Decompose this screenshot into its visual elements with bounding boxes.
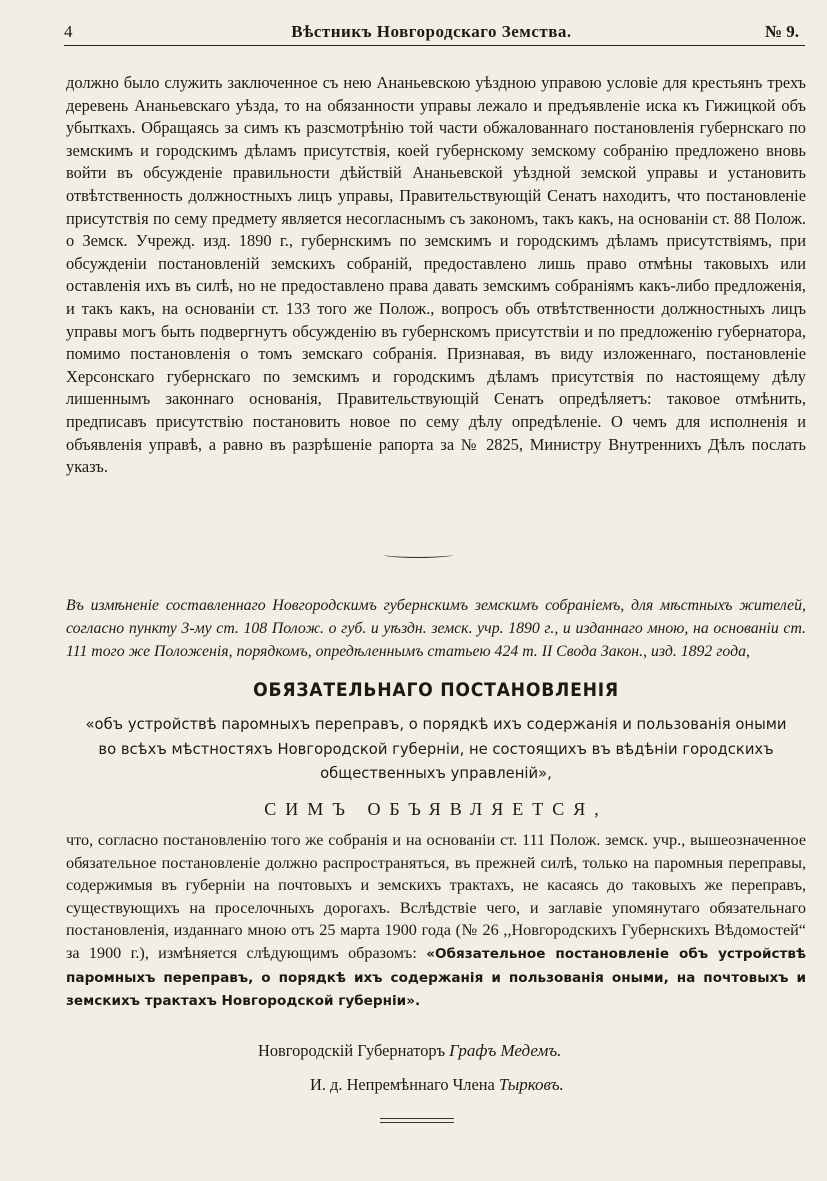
decree-intro: Въ измѣненіе составленнаго Новгородскимъ губернскимъ земскимъ собраніемъ, для мѣстныхъ жителей, согласно пункту 3-му ст. 108 Полож. о губ. и уѣздн. земск. учр. 1890 г., и изданнаго мною, на основаніи ст. 111 того же Положенія, порядкомъ, опредѣленнымъ статьею 424 т. II Свода Закон., изд. 1892 года,	[66, 597, 806, 660]
announcement-text	[66, 829, 806, 1013]
section-divider-ornament	[383, 551, 453, 558]
signature-member-name: Тырковъ.	[498, 1075, 564, 1094]
signature-governor-title: Новгородскій Губернаторъ	[258, 1041, 446, 1060]
signature-member-title: И. д. Непремѣннаго Члена	[310, 1075, 495, 1094]
end-rule-upper	[380, 1118, 454, 1119]
announcement-body: что, согласно постановленію того же собранія и на основаніи ст. 111 Полож. земск. учр., вышеозначенное обязательное постановленіе должно распространяться, въ прежней силѣ, только на паромныя переправы, содержимыя въ губерніи на почтовыхъ и земскихъ трактахъ, не касаясь до таковыхъ же переправъ, существующихъ на проселочныхъ дорогахъ. Вслѣдствіе чего, и заглавіе упомянутаго обязательнаго постановленія, изданнаго мною отъ 25 марта 1900 года (№ 26 ,,Новгородскихъ Губернскихъ Вѣдомостей“ за 1900 г.), измѣняется слѣдующимъ образомъ:	[66, 831, 806, 962]
decree-subtitle: «объ устройствѣ паромныхъ переправъ, о порядкѣ ихъ содержанія и пользованія оными во всѣхъ мѣстностяхъ Новгородской губерніи, не состоящихъ въ вѣдѣніи городскихъ общественныхъ управленій»,	[85, 715, 787, 782]
publication-title: Вѣстникъ Новгородскаго Земства.	[291, 22, 572, 41]
end-rule-lower	[380, 1122, 454, 1123]
signature-governor-name: Графъ Медемъ.	[449, 1041, 562, 1060]
decree-title: ОБЯЗАТЕЛЬНАГО ПОСТАНОВЛЕНІЯ	[253, 680, 619, 701]
new-decree-title-quote: «Обязательное постановленіе объ устройствѣ паромныхъ переправъ, о порядкѣ ихъ содержанія и пользованія оными, на почтовыхъ и земскихъ трактахъ Новгородской губерніи».	[66, 945, 807, 1010]
page-number: 4	[64, 22, 73, 41]
page-header	[64, 22, 799, 46]
issue-number: № 9.	[764, 22, 799, 41]
announcement-heading: СИМЪ ОБЪЯВЛЯЕТСЯ,	[264, 799, 608, 819]
signature-member	[310, 1075, 564, 1095]
senate-ruling-text	[66, 72, 806, 479]
body-paragraph: должно было служить заключенное съ нею Ананьевскою уѣздною управою условіе для крестьянъ трехъ деревень Ананьевскаго уѣзда, то на обязанности управы лежало и предъявленіе иска къ Гижицкой объ убыткахъ. Обращаясь за симъ къ разсмотрѣнію той части обжалованнаго постановленія губернскаго по земскимъ и городскимъ дѣламъ присутствія, коей губернскому земскому собранію предложено вновь войти въ обсужденіе правильности дѣйствій Ананьевской уѣздной земской управы и установить отвѣтственность должностныхъ лицъ управы, Правительствующій Сенатъ находитъ, что постановленіе присутствія по сему предмету является несогласнымъ съ закономъ, такъ какъ, на основаніи ст. 88 Полож. о Земск. Учрежд. изд. 1890 г., губернскимъ по земскимъ и городскимъ дѣламъ присутствіямъ, при обсужденіи постановленій земскихъ собраній, предоставлено лишь право отмѣны таковыхъ или оставленія ихъ въ силѣ, но не предоставлено права давать земскимъ собраніямъ какъ-либо предложенія, и такъ какъ, на основаніи ст. 133 того же Полож., вопросъ объ отвѣтственности должностныхъ лицъ управы могъ быть подвергнутъ обсужденію въ губернскомъ присутствіи и по предложенію губернатора, помимо постановленія о томъ земскаго собранія. Признавая, въ виду изложеннаго, постановленіе Херсонскаго губернскаго по земскимъ и городскимъ дѣламъ присутствія по настоящему дѣлу лишеннымъ законнаго основанія, Правительствующій Сенатъ опредѣляетъ: таковое отмѣнить, предписавъ присутствію постановить новое по сему дѣлу опредѣленіе. О чемъ для исполненія и объявленія управѣ, а равно въ разрѣшеніе рапорта за № 2825, Министру Внутреннихъ Дѣлъ послать указъ.	[66, 73, 806, 477]
header-rule	[64, 45, 805, 46]
signature-governor	[258, 1041, 561, 1061]
